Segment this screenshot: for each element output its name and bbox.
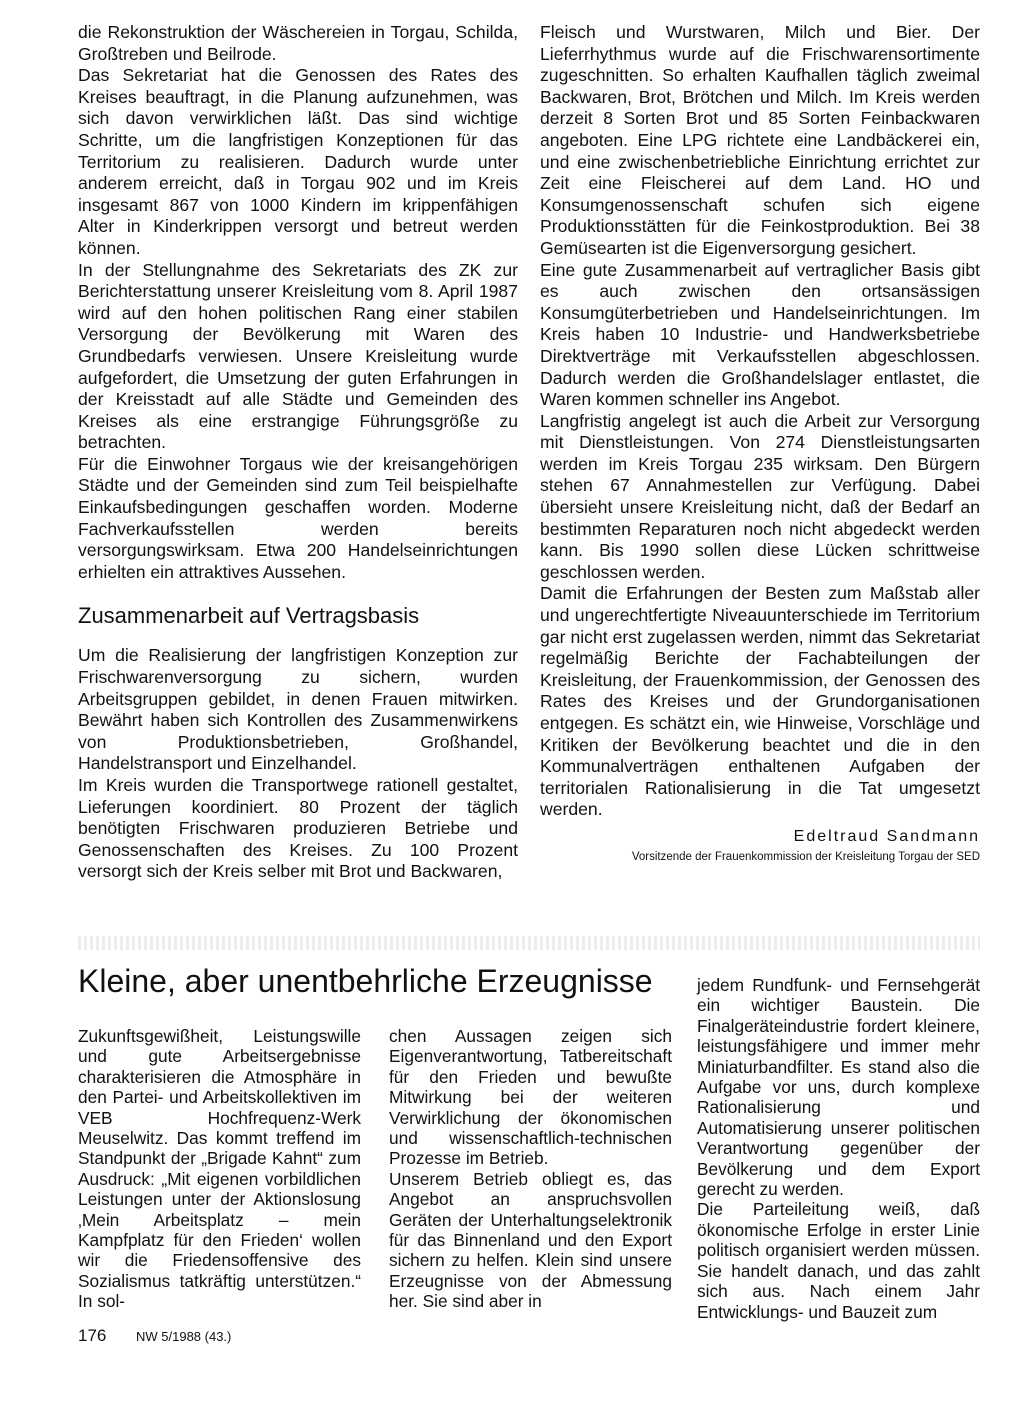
paragraph: Im Kreis wurden die Transportwege rationell gestaltet, Lieferungen koordiniert. 80 Prozent der täglich benötigten Frischwaren produzieren Betriebe und Genossenschaften des Kreises. Zu 100 Prozent versorgt sich der Kreis selber mit Brot und Backwaren, (78, 775, 518, 882)
author-name: Edeltraud Sandmann (793, 827, 980, 845)
author-signature (540, 827, 980, 864)
section-divider (78, 936, 980, 950)
paragraph: Unserem Betrieb obliegt es, das Angebot an anspruchsvollen Geräten der Unterhaltungselektronik für das Binnenland und den Export sichern zu helfen. Klein sind unsere Erzeugnisse von der Abmessung her. Sie sind aber in (389, 1168, 672, 1312)
bottom-column-2 (389, 1026, 672, 1312)
paragraph: chen Aussagen zeigen sich Eigenverantwortung, Tatbereitschaft für den Frieden und bewußte Mitwirkung bei der weiteren Verwirklichung der ökonomischen und wissenschaftlich-technischen Prozesse im Betrieb. (389, 1026, 672, 1169)
paragraph: jedem Rundfunk- und Fernsehgerät ein wichtiger Baustein. Die Finalgeräteindustrie fordert kleinere, leistungsfähigere und immer mehr Miniaturbandfilter. Es stand also die Aufgabe vor uns, durch komplexe Rationalisierung und Automatisierung unserer politischen Verantwortung gegenüber der Bevölkerung und dem Export gerecht zu werden. (697, 975, 980, 1200)
issue-label: NW 5/1988 (43.) (136, 1329, 232, 1344)
paragraph: Für die Einwohner Torgaus wie der kreisangehörigen Städte und der Gemeinden sind zum Teil beispielhafte Einkaufsbedingungen geschaffen worden. Moderne Fachverkaufsstellen werden bereits versorgungswirksam. Etwa 200 Handelseinrichtungen erhielten ein attraktives Aussehen. (78, 453, 518, 582)
paragraph: Das Sekretariat hat die Genossen des Rates des Kreises beauftragt, in die Planung aufzunehmen, was sich davon verwirklichen läßt. Das sind wichtige Schritte, um die langfristigen Konzeptionen für das Territorium zu realisieren. Dadurch wurde unter anderem erreicht, daß in Torgau 902 und im Kreis insgesamt 867 von 1000 Kindern im krippenfähigen Alter in Kinderkrippen versorgt und betreut werden können. (78, 65, 518, 258)
section-subheading: Zusammenarbeit auf Vertragsbasis (78, 603, 420, 629)
bottom-column-3 (697, 975, 980, 1322)
paragraph: die Rekonstruktion der Wäschereien in Torgau, Schilda, Großtreben und Beilrode. (78, 22, 518, 64)
paragraph: Um die Realisierung der langfristigen Konzeption zur Frischwarenversorgung zu sichern, wurden Arbeitsgruppen gebildet, in denen Frauen mitwirken. Bewährt haben sich Kontrollen des Zusammenwirkens von Produktionsbetrieben, Großhandel, Handelstransport und Einzelhandel. (78, 645, 518, 774)
page-number: 176 (78, 1326, 107, 1345)
paragraph: In der Stellungnahme des Sekretariats des ZK zur Berichterstattung unserer Kreisleitung vom 8. April 1987 wird auf den hohen politischen Rang einer stabilen Versorgung der Bevölkerung mit Waren des Grundbedarfs verwiesen. Unsere Kreisleitung wurde aufgefordert, die Umsetzung der guten Erfahrungen in der Kreisstadt auf alle Städte und Gemeinden des Kreises als eine erstrangige Führungsgröße zu betrachten. (78, 259, 518, 453)
paragraph: Zukunftsgewißheit, Leistungswille und gute Arbeitsergebnisse charakterisieren die Atmosphäre in den Partei- und Arbeitskollektiven im VEB Hochfrequenz-Werk Meuselwitz. Das kommt treffend im Standpunkt der „Brigade Kahnt“ zum Ausdruck: „Mit eigenen vorbildlichen Leistungen unter der Aktionslosung ‚Mein Arbeitsplatz – mein Kampfplatz für den Frieden‘ wollen wir die Friedensoffensive des Sozialismus tatkräftig unterstützen.“ In sol- (78, 1026, 361, 1312)
page-footer (78, 1326, 231, 1346)
paragraph: Langfristig angelegt ist auch die Arbeit zur Versorgung mit Dienstleistungen. Von 274 Dienstleistungsarten werden im Kreis Torgau 235 wirksam. Den Bürgern stehen 67 Annahmestellen zur Verfügung. Dabei übersieht unsere Kreisleitung nicht, daß der Bedarf an bestimmten Reparaturen noch nicht abgedeckt werden kann. Bis 1990 sollen diese Lücken schrittweise geschlossen werden. (540, 410, 980, 582)
article-headline: Kleine, aber unentbehrliche Erzeugnisse (78, 963, 653, 999)
paragraph: Eine gute Zusammenarbeit auf vertraglicher Basis gibt es auch zwischen den ortsansässigen Konsumgüterbetrieben und Handelseinrichtungen. Im Kreis haben 10 Industrie- und Handwerksbetriebe Direktverträge mit Verkaufsstellen abgeschlossen. Dadurch werden die Großhandelslager entlastet, die Waren kommen schneller ins Angebot. (540, 259, 980, 410)
bottom-column-1 (78, 1026, 361, 1312)
author-role: Vorsitzende der Frauenkommission der Kreisleitung Torgau der SED (631, 850, 980, 863)
paragraph: Die Parteileitung weiß, daß ökonomische Erfolge in erster Linie politisch organisiert werden müssen. Sie handelt danach, und das zahlt sich aus. Nach einem Jahr Entwicklungs- und Bauzeit zum (697, 1199, 980, 1322)
paragraph: Fleisch und Wurstwaren, Milch und Bier. Der Lieferrhythmus wurde auf die Frischwarensortimente zugeschnitten. So erhalten Kaufhallen täglich zweimal Backwaren, Brot, Brötchen und Milch. Im Kreis werden derzeit 8 Sorten Brot und 85 Sorten Feinbackwaren angeboten. Eine LPG richtete eine Landbäckerei ein, und eine zwischenbetriebliche Einrichtung errichtet zur Zeit eine Fleischerei auf dem Land. HO und Konsumgenossenschaft schufen sich eigene Produktionsstätten für die Feinkostproduktion. Bei 38 Gemüsearten ist die Eigenversorgung gesichert. (540, 22, 980, 258)
top-left-column (78, 22, 518, 883)
top-right-column (540, 22, 980, 864)
paragraph: Damit die Erfahrungen der Besten zum Maßstab aller und ungerechtfertigte Niveauunterschiede im Territorium gar nicht erst zugelassen werden, nimmt das Sekretariat regelmäßig Berichte der Fachabteilungen der Kreisleitung, der Frauenkommission, der Genossen des Rates des Kreises und der Grundorganisationen entgegen. Es schätzt ein, wie Hinweise, Vorschläge und Kritiken der Bevölkerung beachtet und die in den Kommunalverträgen enthaltenen Aufgaben der territorialen Rationalisierung in die Tat umgesetzt werden. (540, 583, 980, 820)
